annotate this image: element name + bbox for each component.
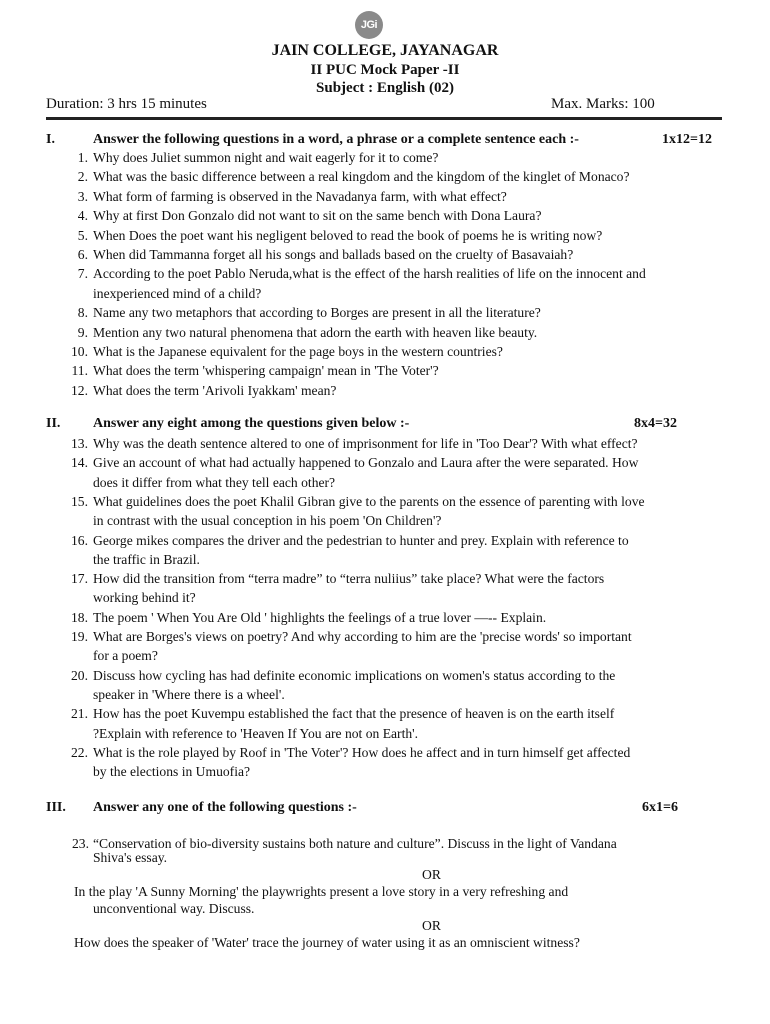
question-number: 4.	[77, 208, 88, 224]
question-text: Why at first Don Gonzalo did not want to sit on the same bench with Dona Laura?	[93, 208, 542, 224]
question-number: 1.	[77, 150, 88, 165]
question-number: 7.	[77, 266, 88, 282]
section-3-heading: Answer any one of the following questions :-	[93, 800, 357, 815]
question-text: The poem ' When You Are Old ' highlights the feelings of a true lover —-- Explain.	[93, 609, 547, 625]
question-number: 22.	[71, 744, 88, 760]
question-text: “Conservation of bio-diversity sustains both nature and culture”. Discuss in the light of Vandana	[93, 836, 617, 851]
question-number: 9.	[77, 324, 88, 340]
or-separator: OR	[422, 918, 441, 933]
question-text: What does the term 'Arivoli Iyakkam' mean?	[93, 382, 337, 398]
question-text: by the elections in Umuofia?	[93, 764, 251, 780]
question-text: the traffic in Brazil.	[93, 551, 200, 567]
question-text: What is the role played by Roof in 'The Voter'? How does he affect and in turn himself get affected	[93, 744, 631, 760]
question-number: 23.	[72, 836, 89, 851]
college-logo: JGi	[355, 11, 383, 39]
or-separator: OR	[422, 867, 441, 882]
question-number: 15.	[71, 493, 88, 509]
section-1-numeral: I.	[46, 132, 55, 147]
question-number: 16.	[71, 532, 88, 548]
question-number: 19.	[71, 629, 88, 644]
question-number: 5.	[77, 227, 88, 243]
question-text: working behind it?	[93, 590, 196, 606]
question-text: When Does the poet want his negligent beloved to read the book of poems he is writing now?	[93, 227, 603, 243]
question-23-continued: Shiva's essay.	[93, 850, 168, 865]
question-text: speaker in 'Where there is a wheel'.	[93, 686, 285, 702]
question-text: Why does Juliet summon night and wait eagerly for it to come?	[93, 150, 439, 165]
alternative-question-1: In the play 'A Sunny Morning' the playwrights present a love story in a very refreshing and	[74, 884, 569, 899]
section-2-marks: 8x4=32	[634, 416, 677, 431]
question-text: According to the poet Pablo Neruda,what is the effect of the harsh realities of life on the innocent and	[93, 266, 646, 282]
question-text: for a poem?	[93, 648, 158, 664]
question-number: 12.	[71, 382, 88, 398]
question-text: does it differ from what they tell each other?	[93, 474, 336, 490]
question-text: Name any two metaphors that according to Borges are present in all the literature?	[93, 305, 541, 321]
question-text: How has the poet Kuvempu established the fact that the presence of heaven is on the earth itself	[93, 706, 615, 722]
question-number: 20.	[71, 667, 88, 683]
alternative-question-2: How does the speaker of 'Water' trace the journey of water using it as an omniscient witness?	[74, 935, 580, 950]
duration-label: Duration: 3 hrs 15 minutes	[46, 96, 207, 112]
section-3-marks: 6x1=6	[642, 800, 678, 815]
question-text: What are Borges's views on poetry? And why according to him are the 'precise words' so important	[93, 629, 632, 644]
question-text: Why was the death sentence altered to one of imprisonment for life in 'Too Dear'? With what effect?	[93, 436, 638, 451]
question-text: Give an account of what had actually happened to Gonzalo and Laura after the were separated. How	[93, 455, 639, 471]
section-1-heading: Answer the following questions in a word, a phrase or a complete sentence each :-	[93, 132, 579, 147]
question-text: George mikes compares the driver and the pedestrian to hunter and prey. Explain with reference to	[93, 532, 629, 548]
section-1-marks: 1x12=12	[662, 132, 712, 147]
question-number: 17.	[71, 571, 88, 587]
question-number: 3.	[77, 188, 88, 204]
question-text: ?Explain with reference to 'Heaven If You are not on Earth'.	[93, 725, 418, 741]
question-number: 18.	[71, 609, 88, 625]
section-2-heading: Answer any eight among the questions given below :-	[93, 416, 410, 431]
question-text: What form of farming is observed in the Navadanya farm, with what effect?	[93, 188, 507, 204]
question-number: 10.	[71, 344, 88, 359]
question-text: What is the Japanese equivalent for the page boys in the western countries?	[93, 344, 503, 359]
question-text: What guidelines does the poet Khalil Gibran give to the parents on the essence of parenting with love	[93, 493, 645, 509]
question-text: in contrast with the usual conception in his poem 'On Children'?	[93, 513, 442, 529]
paper-title: II PUC Mock Paper -II	[310, 62, 460, 78]
question-text: What does the term 'whispering campaign' mean in 'The Voter'?	[93, 363, 439, 379]
question-number: 21.	[71, 706, 88, 722]
alternative-question-1-continued: unconventional way. Discuss.	[93, 901, 255, 916]
subject-title: Subject : English (02)	[316, 80, 454, 96]
question-number: 14.	[71, 455, 88, 471]
question-text: inexperienced mind of a child?	[93, 285, 262, 301]
question-number: 2.	[77, 169, 88, 185]
question-number: 6.	[77, 247, 88, 262]
max-marks-label: Max. Marks: 100	[551, 96, 655, 112]
header-divider	[46, 117, 722, 120]
question-text: How did the transition from “terra madre” to “terra nuliius” take place? What were the factors	[93, 571, 605, 587]
question-text: When did Tammanna forget all his songs and ballads based on the cruelty of Basavaiah?	[93, 247, 574, 262]
question-text: Mention any two natural phenomena that adorn the earth with heaven like beauty.	[93, 324, 538, 340]
question-number: 8.	[77, 305, 88, 321]
college-title: JAIN COLLEGE, JAYANAGAR	[271, 42, 499, 59]
section-2-numeral: II.	[46, 416, 61, 431]
question-text: Discuss how cycling has had definite economic implications on women's status according to the	[93, 667, 616, 683]
question-number: 13.	[71, 436, 88, 451]
question-text: What was the basic difference between a real kingdom and the kingdom of the kinglet of Monaco?	[93, 169, 630, 185]
section-3-numeral: III.	[46, 800, 66, 815]
question-number: 11.	[71, 363, 88, 379]
